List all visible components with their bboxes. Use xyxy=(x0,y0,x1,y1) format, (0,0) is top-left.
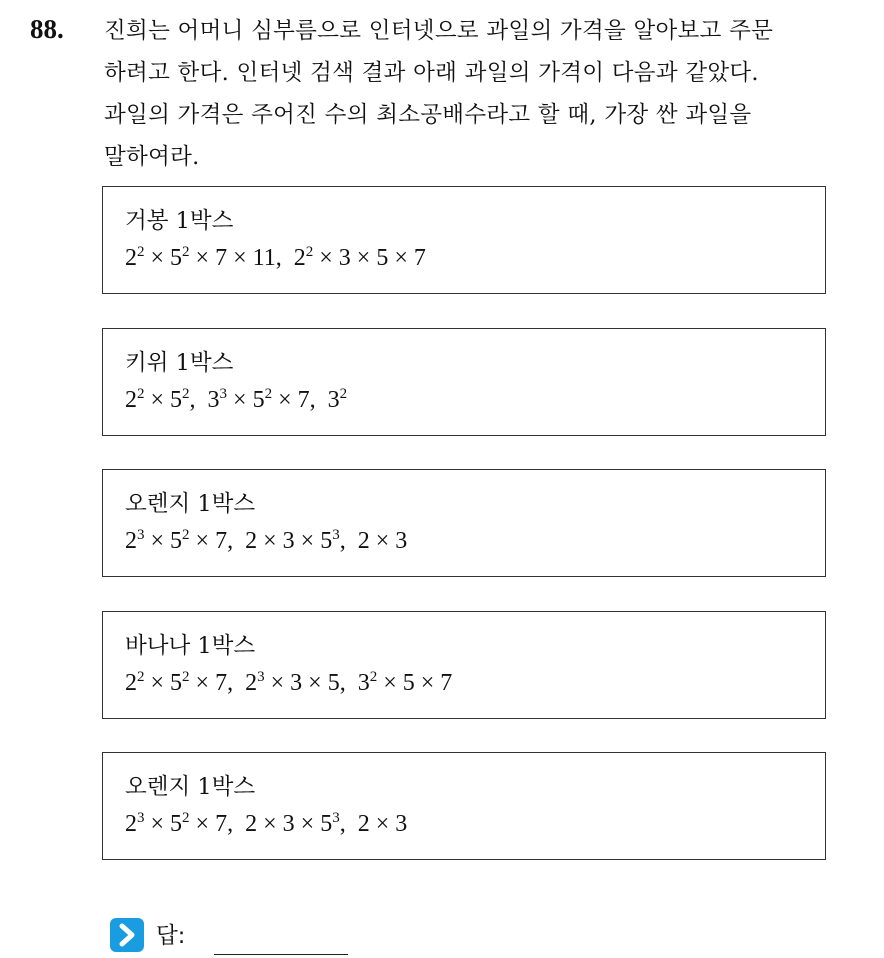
factor-base: 5 xyxy=(320,811,333,837)
factor-exponent: 3 xyxy=(137,527,145,543)
factor-base: 3 xyxy=(282,528,295,554)
fruit-box-banana xyxy=(102,611,826,719)
factor-base: 2 xyxy=(125,811,137,837)
question-line: 과일의 가격은 주어진 수의 최소공배수라고 할 때, 가장 싼 과일을 xyxy=(104,102,752,128)
fruit-box-grape xyxy=(102,186,826,294)
factor-base: 3 xyxy=(207,387,220,413)
fruit-name: 바나나 1박스 xyxy=(125,633,256,659)
price-expression: $2^2 \times 5^2 \times 7$, $2^3 \times 3 \times 5$, $3^2 \times 5 \times 7$ xyxy=(125,669,453,696)
factor-base: 5 xyxy=(376,245,389,271)
question-text xyxy=(104,10,866,178)
factor-base: 3 xyxy=(357,670,370,696)
factor-base: 3 xyxy=(327,387,340,413)
factor-base: 5 xyxy=(170,528,183,554)
fruit-name: 오렌지 1박스 xyxy=(125,491,256,517)
factor-base: 7 xyxy=(440,670,453,696)
factor-base: 5 xyxy=(170,387,183,413)
factor-base: 2 xyxy=(245,811,258,837)
fruit-name: 키위 1박스 xyxy=(125,350,234,376)
factor-exponent: 2 xyxy=(182,810,190,826)
question-line: 진희는 어머니 심부름으로 인터넷으로 과일의 가격을 알아보고 주문 xyxy=(104,18,774,44)
answer-input[interactable] xyxy=(214,954,348,955)
factor-base: 7 xyxy=(297,387,310,413)
price-expression: $2^3 \times 5^2 \times 7$, $2 \times 3 \times 5^3$, 2 × 3 xyxy=(125,810,408,837)
factor-base: 2 xyxy=(125,245,137,271)
factor-base: 2 xyxy=(125,670,137,696)
factor-exponent: 2 xyxy=(305,244,314,260)
fruit-box-orange-2 xyxy=(102,752,826,860)
factor-exponent: 3 xyxy=(332,527,340,543)
factor-base: 2 xyxy=(357,528,370,554)
factor-base: 7 xyxy=(215,670,228,696)
price-expression: $2^2 \times 5^2$, $3^3 \times 5^2 \times 7$, $3^2$ xyxy=(125,386,348,413)
factor-base: 5 xyxy=(402,670,415,696)
factor-exponent: 3 xyxy=(219,386,228,402)
fruit-name: 오렌지 1박스 xyxy=(125,774,256,800)
factor-base: 5 xyxy=(170,245,183,271)
question-number: 88. xyxy=(30,14,64,44)
factor-base: 5 xyxy=(320,528,333,554)
factor-exponent: 3 xyxy=(257,669,265,685)
factor-base: 3 xyxy=(338,245,351,271)
factor-base: 7 xyxy=(413,245,426,271)
question-line: 말하여라. xyxy=(104,144,200,170)
factor-exponent: 2 xyxy=(182,386,190,402)
factor-base: 5 xyxy=(170,670,183,696)
factor-base: 3 xyxy=(395,528,408,554)
factor-base: 7 xyxy=(215,245,228,271)
factor-exponent: 3 xyxy=(332,810,340,826)
factor-base: 2 xyxy=(125,528,137,554)
factor-exponent: 2 xyxy=(182,669,190,685)
factor-exponent: 3 xyxy=(137,810,145,826)
question-line: 하려고 한다. 인터넷 검색 결과 아래 과일의 가격이 다음과 같았다. xyxy=(104,60,759,86)
price-expression: $2^2 \times 5^2 \times 7 \times 11$, $2^2 \times 3 \times 5 \times 7$ xyxy=(125,244,426,271)
answer-label: 답: xyxy=(156,923,186,949)
factor-base: 2 xyxy=(245,670,258,696)
factor-base: 3 xyxy=(290,670,303,696)
factor-base: 7 xyxy=(215,528,228,554)
factor-base: 2 xyxy=(293,245,306,271)
chevron-right-icon xyxy=(110,918,144,952)
fruit-box-orange xyxy=(102,469,826,577)
factor-exponent: 2 xyxy=(137,244,145,260)
factor-base: 11 xyxy=(252,245,276,271)
factor-exponent: 2 xyxy=(182,244,190,260)
factor-exponent: 2 xyxy=(182,527,190,543)
factor-base: 5 xyxy=(170,811,183,837)
fruit-box-kiwi xyxy=(102,328,826,436)
factor-base: 3 xyxy=(395,811,408,837)
factor-base: 5 xyxy=(252,387,265,413)
factor-exponent: 2 xyxy=(137,669,145,685)
price-expression: $2^3 \times 5^2 \times 7$, $2 \times 3 \times 5^3$, 2 × 3 xyxy=(125,527,408,554)
factor-base: 5 xyxy=(327,670,340,696)
factor-exponent: 2 xyxy=(137,386,145,402)
factor-exponent: 2 xyxy=(264,386,273,402)
factor-base: 7 xyxy=(215,811,228,837)
fruit-name: 거봉 1박스 xyxy=(125,208,234,234)
factor-base: 3 xyxy=(282,811,295,837)
factor-base: 2 xyxy=(357,811,370,837)
factor-base: 2 xyxy=(245,528,258,554)
factor-exponent: 2 xyxy=(339,386,348,402)
factor-base: 2 xyxy=(125,387,137,413)
factor-exponent: 2 xyxy=(369,669,378,685)
